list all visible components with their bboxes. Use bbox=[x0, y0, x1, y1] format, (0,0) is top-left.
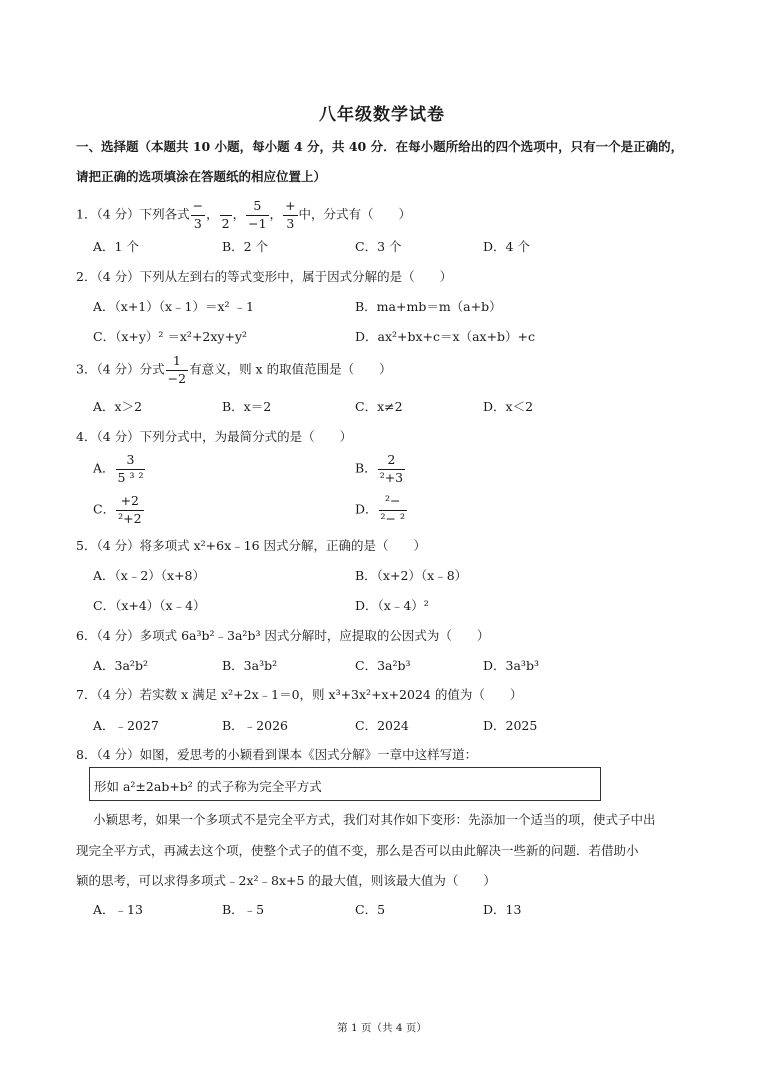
q7-option-a: A．﹣2027 bbox=[93, 718, 159, 733]
q8-option-c: C．5 bbox=[355, 902, 386, 917]
question-4-stem: 4．（4 分）下列分式中，为最简分式的是（ ） bbox=[76, 429, 353, 444]
q1-option-d: D．4 个 bbox=[483, 239, 530, 254]
q5-option-d: D．（x﹣4）² bbox=[355, 598, 429, 613]
q3-option-c: C．x≠2 bbox=[355, 399, 403, 414]
q6-option-a: A．3a²b² bbox=[93, 658, 148, 673]
q8-paragraph-line2: 现完全平方式，再减去这个项，使整个式子的值不变，那么是否可以由此解决一些新的问题．若借助小 bbox=[76, 843, 639, 858]
q3-fraction: $\frac{1}{-2}$ bbox=[167, 353, 187, 386]
q2-option-b: B．ma+mb＝m（a+b） bbox=[355, 299, 502, 314]
q5-option-b: B．（x+2）（x﹣8） bbox=[355, 568, 468, 583]
q2-option-d: D．ax²+bx+c＝x（ax+b）+c bbox=[355, 329, 536, 344]
q2-option-a: A．（x+1）（x﹣1）＝x² ﹣1 bbox=[93, 299, 254, 314]
q6-option-d: D．3a³b³ bbox=[483, 658, 539, 673]
q5-option-c: C．（x+4）（x﹣4） bbox=[93, 598, 206, 613]
q1-option-c: C．3 个 bbox=[355, 239, 402, 254]
q1-fraction-1: $\frac{-}{3}$ bbox=[192, 198, 204, 231]
q7-option-d: D．2025 bbox=[483, 718, 538, 733]
q4-option-a: A． $\frac{3}{\text{5 ³ ²}}$ bbox=[93, 452, 144, 485]
question-6-stem: 6．（4 分）多项式 6a³b²﹣3a²b³ 因式分解时，应提取的公因式为（ ） bbox=[76, 628, 490, 643]
q2-option-c: C．（x+y）² ＝x²+2xy+y² bbox=[93, 329, 248, 344]
q1-fraction-4: $\frac{+}{3}$ bbox=[285, 198, 296, 231]
q6-option-c: C．3a²b³ bbox=[355, 658, 411, 673]
q6-option-b: B．3a³b² bbox=[222, 658, 278, 673]
q7-option-c: C．2024 bbox=[355, 718, 409, 733]
page-footer: 第 1 页（共 4 页） bbox=[337, 1022, 427, 1034]
question-2-stem: 2．（4 分）下列从左到右的等式变形中，属于因式分解的是（ ） bbox=[76, 269, 453, 284]
question-1-stem: 1．（4 分）下列各式 $\frac{-}{3}$ ， 2 ， $\frac{5}{-1}$ ， $\frac{+}{3}$ 中，分式有（ ） bbox=[76, 198, 412, 231]
question-3-stem: 3．（4 分）分式 $\frac{1}{-2}$ 有意义，则 x 的取值范围是（ ） bbox=[76, 353, 392, 386]
q1-option-b: B．2 个 bbox=[222, 239, 269, 254]
q4-option-c: C． $\frac{+2}{\text{²+2}}$ bbox=[93, 493, 142, 526]
question-1-text: 1．（4 分）下列各式 bbox=[76, 206, 190, 222]
q8-paragraph-line1: 小颖思考，如果一个多项式不是完全平方式，我们对其作如下变形：先添加一个适当的项，使式子中出 bbox=[93, 812, 656, 827]
q7-option-b: B．﹣2026 bbox=[222, 718, 288, 733]
q8-option-d: D．13 bbox=[483, 902, 522, 917]
q1-fraction-3: $\frac{5}{-1}$ bbox=[248, 198, 267, 231]
q1-fraction-2: 2 bbox=[220, 200, 232, 230]
q8-paragraph-line3: 颖的思考，可以求得多项式﹣2x²﹣8x+5 的最大值，则该最大值为（ ） bbox=[76, 873, 496, 888]
q3-option-d: D．x＜2 bbox=[483, 399, 534, 414]
q3-option-a: A．x＞2 bbox=[93, 399, 143, 414]
definition-box bbox=[89, 767, 601, 801]
page-title: 八年级数学试卷 bbox=[319, 105, 445, 125]
question-7-stem: 7．（4 分）若实数 x 满足 x²+2x﹣1＝0，则 x³+3x²+x+2024 的值为（ ） bbox=[76, 687, 523, 702]
q5-option-a: A．（x﹣2）（x+8） bbox=[93, 568, 206, 583]
q4-option-b: B． $\frac{2}{\text{²+3}}$ bbox=[355, 452, 404, 485]
q8-option-a: A．﹣13 bbox=[93, 902, 143, 917]
q3-option-b: B．x＝2 bbox=[222, 399, 272, 414]
q8-option-b: B．﹣5 bbox=[222, 902, 265, 917]
definition-text: 形如 a²±2ab+b² 的式子称为完全平方式 bbox=[94, 779, 322, 794]
section-heading-line1: 一、选择题（本题共 10 小题，每小题 4 分，共 40 分．在每小题所给出的四个选项中，只有一个是正确的， bbox=[76, 139, 684, 154]
question-5-stem: 5．（4 分）将多项式 x²+6x﹣16 因式分解，正确的是（ ） bbox=[76, 538, 427, 553]
q1-option-a: A．1 个 bbox=[93, 239, 139, 254]
q4-option-d: D． $\frac{\text{²−}}{\text{²− ²}}$ bbox=[355, 493, 406, 526]
question-8-stem: 8．（4 分）如图，爱思考的小颖看到课本《因式分解》一章中这样写道： bbox=[76, 747, 478, 762]
section-heading-line2: 请把正确的选项填涂在答题纸的相应位置上） bbox=[76, 169, 327, 184]
